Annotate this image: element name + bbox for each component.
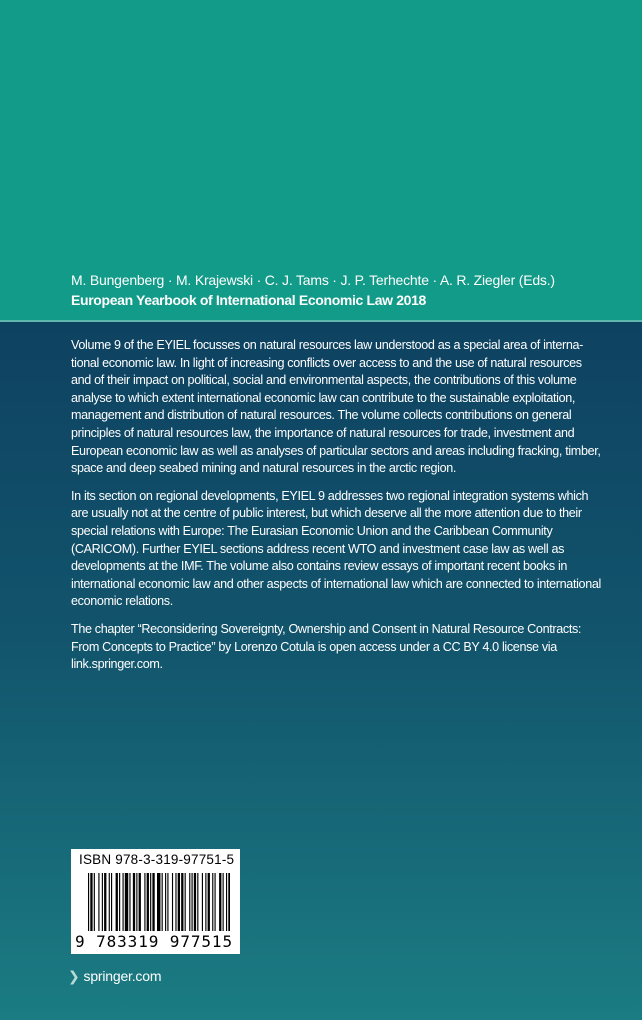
barcode-bar — [123, 873, 124, 931]
barcode-bar — [136, 873, 137, 931]
barcode-bar — [147, 873, 149, 931]
blurb-paragraph-1: Volume 9 of the EYIEL focusses on natural resources law understood as a special area of international economic law. In light of increasing conflicts over access to and the use of natural resources and of their impact on political, social and environmental aspects, the contributions of this volume analyse to which extent international economic law can contribute to the sustainable exploitation, management and distribution of natural resources. The volume collects contributions on general principles of natural resources law, the importance of natural resources for trade, investment and European economic law as well as analyses of particular sectors and areas including fracking, timber, space and deep seabed mining and natural resources in the arctic region. — [71, 338, 601, 476]
barcode-bar — [88, 873, 89, 931]
publisher-link[interactable] — [68, 967, 161, 985]
blurb — [71, 337, 603, 684]
barcode-bar — [228, 873, 230, 931]
barcode-bar — [111, 873, 112, 931]
barcode-bar — [125, 873, 128, 931]
barcode-bar — [212, 873, 213, 931]
barcode-bar — [98, 873, 99, 931]
chevron-right-icon: ❯ — [68, 968, 80, 984]
barcode-bar — [219, 873, 221, 931]
barcode-bar — [172, 873, 173, 931]
barcode-digits: 9 783319 977515 — [75, 932, 233, 951]
barcode-bar — [139, 873, 141, 931]
barcode-bar — [181, 873, 183, 931]
barcode-bar — [189, 873, 190, 931]
barcode-bar — [165, 873, 166, 931]
barcode-bar — [104, 873, 106, 931]
barcode-bar — [167, 873, 168, 931]
barcode-bar — [194, 873, 196, 931]
barcode-bar — [116, 873, 118, 931]
barcode-bar — [162, 873, 163, 931]
editors-line: M. Bungenberg · M. Krajewski · C. J. Tams · J. P. Terhechte · A. R. Ziegler (Eds.) — [71, 272, 555, 288]
barcode-bar — [205, 873, 206, 931]
barcode-bar — [150, 873, 151, 931]
barcode-bar — [94, 873, 95, 931]
barcode-bar — [119, 873, 120, 931]
barcode-bar — [90, 873, 92, 931]
barcode-bar — [129, 873, 130, 931]
barcode-bar — [202, 873, 203, 931]
barcode-bar — [185, 873, 186, 931]
barcode-bar — [109, 873, 110, 931]
barcode-bar — [223, 873, 224, 931]
blurb-paragraph-2: In its section on regional developments, EYIEL 9 addresses two regional integration systems which are usually not at the centre of public interest, but which deserve all the more attention due to their special relations with Europe: The Eurasian Economic Union and the Caribbean Community (CARICOM). Further EYIEL sections address recent WTO and investment case law as well as developments at the IMF. The volume also contains review essays of important recent books in international economic law and other aspects of international law which are connected to international economic relations. — [71, 488, 601, 609]
barcode-bar — [157, 873, 160, 931]
barcode-bar — [215, 873, 216, 931]
barcode-bars — [88, 873, 230, 931]
barcode-bar — [208, 873, 210, 931]
isbn-label: ISBN 978-3-319-97751-5 — [79, 852, 235, 867]
publisher-url: springer.com — [83, 968, 162, 984]
barcode-bar — [226, 873, 227, 931]
blurb-paragraph-3: The chapter “Reconsidering Sovereignty, Ownership and Consent in Natural Resource Contracts: From Concepts to Practice” by Lorenzo Cotula is open access under a CC BY 4.0 license via link.springer.com. — [71, 621, 582, 672]
barcode-bar — [178, 873, 180, 931]
book-title: European Yearbook of International Economic Law 2018 — [71, 292, 426, 308]
barcode-bar — [152, 873, 154, 931]
barcode-bar — [197, 873, 198, 931]
barcode-bar — [133, 873, 135, 931]
barcode-bar — [192, 873, 193, 931]
barcode-bar — [102, 873, 103, 931]
isbn-barcode — [71, 849, 240, 954]
barcode-bar — [144, 873, 145, 931]
barcode-bar — [175, 873, 176, 931]
